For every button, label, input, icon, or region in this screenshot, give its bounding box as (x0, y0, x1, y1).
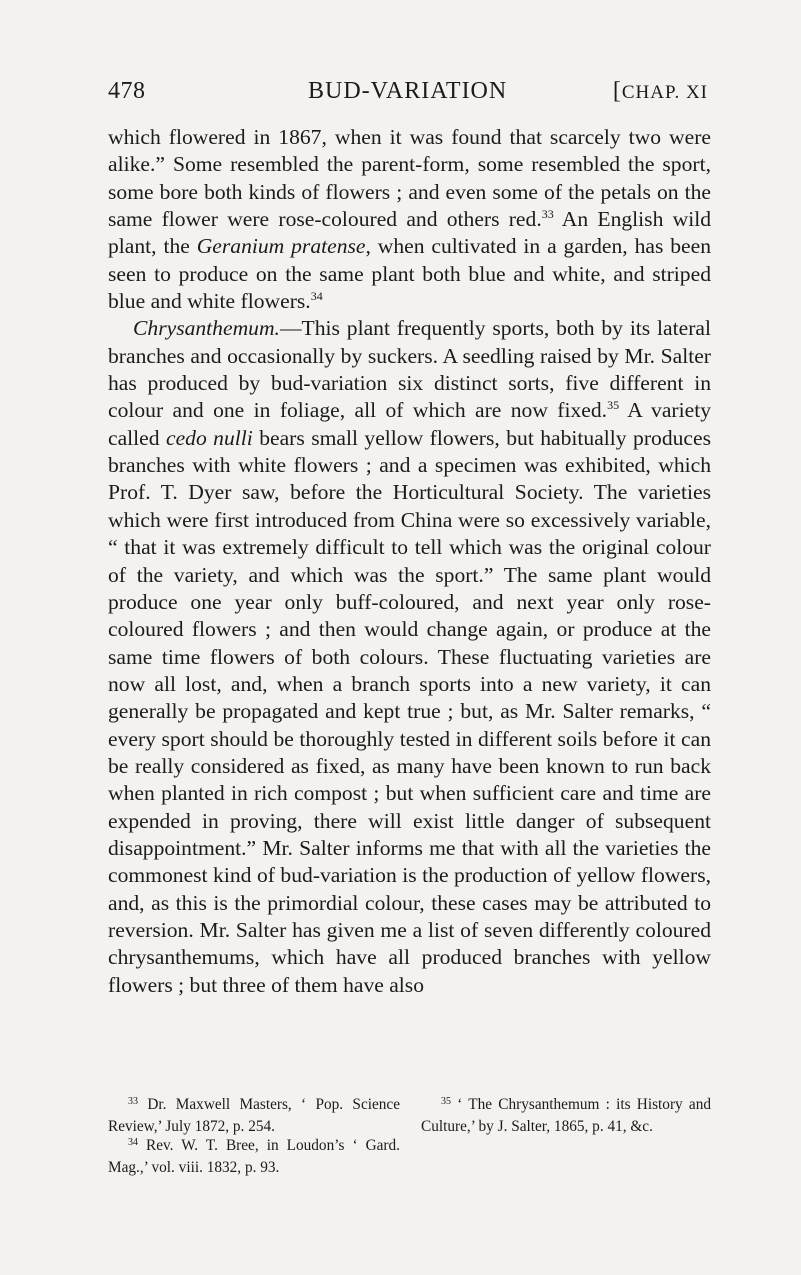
footnote-ref: 35 (607, 398, 620, 413)
text-run: —This plant frequently sports, both by its lateral branches and occasionally by suckers. A seedling raised by Mr. Salter has produced by bud-variation six distinct sorts, five different in colour and one in foliage, all of which are now fixed. (108, 316, 711, 423)
body-text (108, 124, 711, 999)
footnote-number: 34 (128, 1137, 138, 1148)
footnote-text: Rev. W. T. Bree, in Loudon’s ‘ Gard. Mag.,’ vol. viii. 1832, p. 93. (108, 1137, 400, 1176)
footnotes-right-column (421, 1095, 711, 1177)
chapter-bracket: [ (612, 78, 622, 104)
chapter-label (613, 78, 708, 105)
footnote-number: 35 (441, 1096, 451, 1107)
running-title: BUD-VARIATION (308, 78, 508, 104)
footnote (108, 1136, 400, 1177)
paragraph (108, 124, 711, 315)
footnote (421, 1095, 711, 1136)
footnote-number: 33 (128, 1096, 138, 1107)
text-run: , when cultivated in a garden, has been seen to produce on the same plant both blue and white, and striped blue and white flowers. (108, 234, 711, 314)
footnote-text: Dr. Maxwell Masters, ‘ Pop. Science Review,’ July 1872, p. 254. (108, 1096, 400, 1135)
text-run: bears small yellow flowers, but habitually produces branches with white flowers ; and a specimen was exhibited, which Prof. T. Dyer saw, before the Horticultural Society. The varieties which were first introduced from China were so excessively variable, “ that it was extremely difficult to tell which was the original colour of the variety, and which was the sport.” The same plant would produce one year only buff-coloured, and next year only rose-coloured flowers ; and then would change again, or produce at the same time flowers of both colours. These fluctuating varieties are now all lost, and, when a branch sports into a new variety, it can generally be propagated and kept true ; but, as Mr. Salter remarks, “ every sport should be thoroughly tested in different soils before it can be really considered as fixed, as many have been known to run back when planted in rich compost ; but when sufficient care and time are expended in proving, there will exist little danger of subsequent disappointment.” Mr. Salter informs me that with all the varieties the commonest kind of bud-variation is the production of yellow flowers, and, as this is the primordial colour, these cases may be attributed to reversion. Mr. Salter has given me a list of seven differently coloured chrysanthemums, which have all produced branches with yellow flowers ; but three of them have also (108, 425, 711, 997)
footnote (108, 1095, 400, 1136)
paragraph (108, 315, 711, 999)
italic-text: cedo nulli (165, 425, 253, 450)
footnotes (108, 1095, 711, 1177)
italic-text: Chrysanthemum. (133, 316, 280, 341)
footnote-text: ‘ The Chrysanthemum : its History and Culture,’ by J. Salter, 1865, p. 41, &c. (421, 1096, 711, 1135)
page-number: 478 (108, 78, 146, 104)
page-header (108, 78, 708, 114)
text-run: An English wild plant, the (108, 207, 711, 259)
footnote-ref: 33 (541, 207, 554, 222)
footnotes-left-column (108, 1095, 400, 1177)
text-run: which flowered in 1867, when it was found that scarcely two were alike.” Some resembled the parent-form, some resembled the sport, some bore both kinds of flowers ; and even some of the petals on the same flower were rose-coloured and others red. (108, 125, 711, 232)
italic-text: Geranium pratense (196, 234, 366, 259)
chapter-text: CHAP. XI (621, 82, 708, 103)
text-run: A variety called (108, 398, 711, 450)
footnote-ref: 34 (310, 289, 323, 304)
